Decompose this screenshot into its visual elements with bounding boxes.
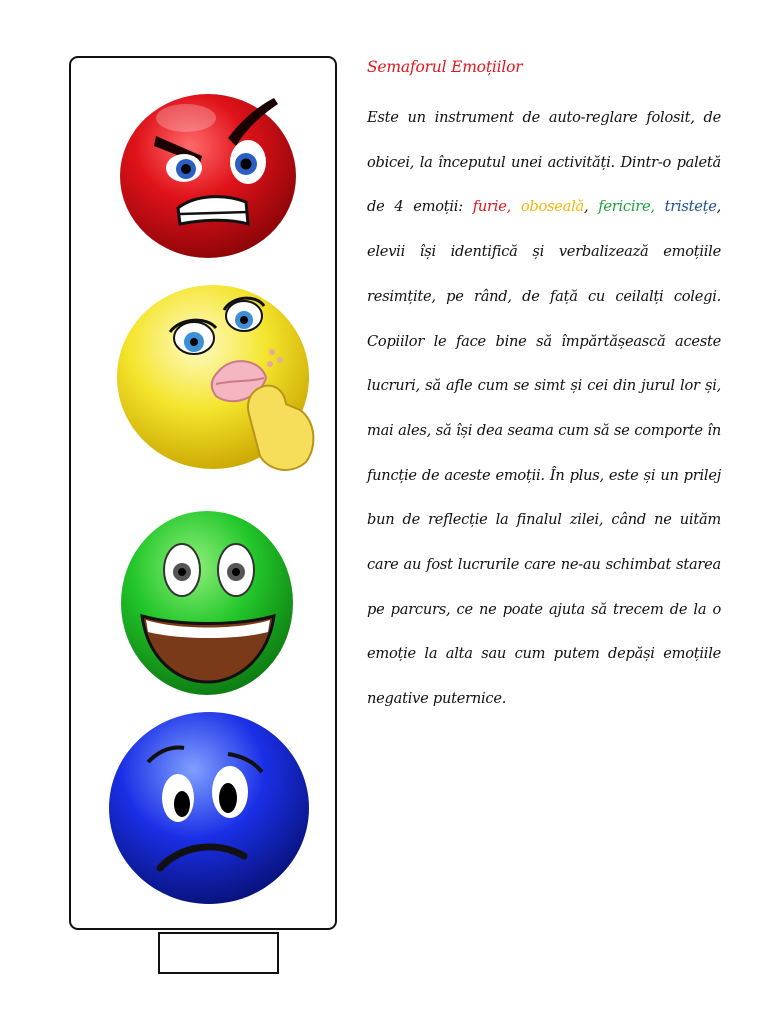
emotion-anger: furie, [472,198,511,216]
emotion-happiness: fericire, [598,198,655,216]
emotion-tiredness: oboseală [520,198,584,216]
separator [655,198,665,215]
traffic-light-stand [158,932,279,974]
intro-text: Este un instrument de auto-reglare folosit, de obicei, la începutul unei activități. Dintr-o paletă de 4 emoții: [367,109,721,216]
description-paragraph [367,96,721,722]
sad-face-icon [106,710,312,910]
rest-text: , elevii își identifică și verbalizează emoțiile resimțite, pe rând, de față cu ceilalți colegi. Copiilor le face bine să împărtășească aceste lucruri, să afle cum se simt și cei din jurul lor și, mai ales, să își dea seama cum să se comporte în funcție de aceste emoții. În plus, este și un prilej bun de reflecție la finalul zilei, când ne uităm care au fost lucrurile care ne-au schimbat starea pe parcurs, ce ne poate ajuta să trecem de la o emoție la alta sau cum putem depăși emoțiile negative puternice. [367,198,722,708]
emotion-sadness: tristețe [664,198,717,216]
page-title: Semaforul Emoțiilor [367,58,523,76]
angry-face-icon [116,84,300,260]
tired-face-icon [110,280,335,485]
description-column [367,58,721,722]
happy-face-icon [118,508,296,698]
separator [511,198,521,215]
separator: , [583,198,599,216]
